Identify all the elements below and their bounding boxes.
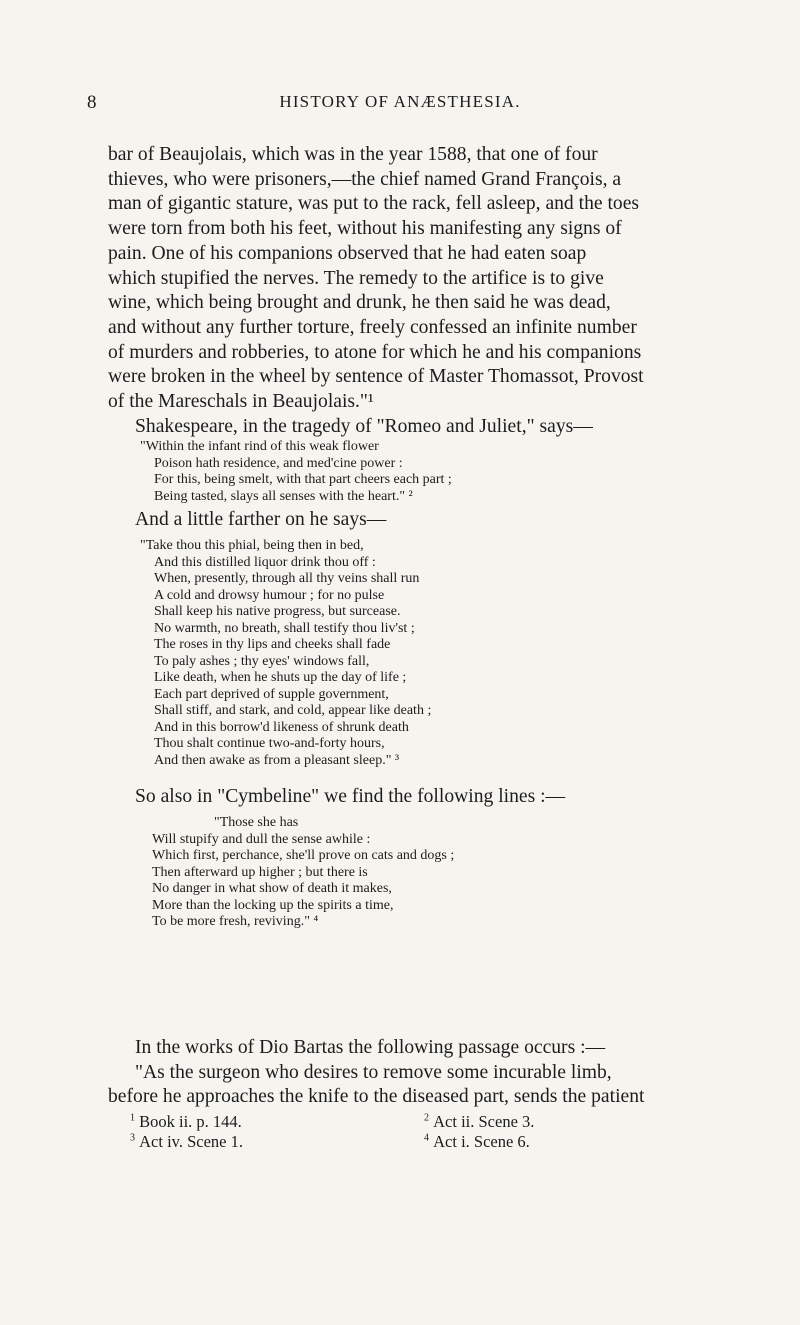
paragraph-thieves xyxy=(108,143,716,439)
verse-line: For this, being smelt, with that part cheers each part ; xyxy=(154,472,452,487)
text-line: man of gigantic stature, was put to the rack, fell asleep, and the toes xyxy=(108,193,640,215)
verse-line: Then afterward up higher ; but there is xyxy=(152,864,368,880)
verse-line: No warmth, no breath, shall testify thou liv'st ; xyxy=(154,620,415,636)
text-line: of the Mareschals in Beaujolais."¹ xyxy=(108,391,374,413)
verse-line: And this distilled liquor drink thou off : xyxy=(154,554,376,570)
text-line: pain. One of his companions observed that he had eaten soap xyxy=(108,242,587,264)
paragraph-dio-bartas xyxy=(108,1036,716,1110)
text-line: bar of Beaujolais, which was in the year 1588, that one of four xyxy=(108,144,598,165)
verse-line: To paly ashes ; thy eyes' windows fall, xyxy=(154,653,370,669)
verse-line: Which first, perchance, she'll prove on cats and dogs ; xyxy=(152,848,455,863)
text-line: before he approaches the knife to the diseased part, sends the patient xyxy=(108,1086,645,1108)
verse-line: No danger in what show of death it makes, xyxy=(152,881,392,896)
verse-romeo-2 xyxy=(140,538,700,769)
footnote-2: $^2$ Act ii. Scene 3. xyxy=(424,1112,535,1131)
verse-line: Each part deprived of supple government, xyxy=(154,686,389,702)
verse-line: "Those she has xyxy=(214,815,299,830)
footnote-3: $^3$ Act iv. Scene 1. xyxy=(130,1132,243,1151)
verse-line: "Within the infant rind of this weak flower xyxy=(140,439,379,454)
text-line: wine, which being brought and drunk, he then said he was dead, xyxy=(108,292,611,314)
text-line: In the works of Dio Bartas the following passage occurs :— xyxy=(135,1037,606,1058)
verse-romeo-1 xyxy=(140,439,700,505)
footnote-1: $^1$ Book ii. p. 144. xyxy=(130,1112,242,1131)
verse-line: Shall keep his native progress, but surcease. xyxy=(154,604,401,619)
verse-line: To be more fresh, reviving." ⁴ xyxy=(152,914,319,929)
page-header xyxy=(0,92,800,116)
verse-line: More than the locking up the spirits a time, xyxy=(152,897,394,913)
verse-line: Shall stiff, and stark, and cold, appear like death ; xyxy=(154,703,432,718)
text-line: "As the surgeon who desires to remove some incurable limb, xyxy=(135,1061,612,1083)
text-line: which stupified the nerves. The remedy to the artifice is to give xyxy=(108,267,604,289)
verse-line: Poison hath residence, and med'cine power : xyxy=(154,455,403,471)
verse-line: A cold and drowsy humour ; for no pulse xyxy=(154,587,385,603)
text-line: were torn from both his feet, without his manifesting any signs of xyxy=(108,218,622,240)
text-line: thieves, who were prisoners,—the chief named Grand François, a xyxy=(108,168,622,190)
verse-line: The roses in thy lips and cheeks shall fade xyxy=(154,637,391,652)
verse-line: When, presently, through all thy veins shall run xyxy=(154,571,420,586)
footnotes xyxy=(130,1112,690,1152)
verse-line: Will stupify and dull the sense awhile : xyxy=(152,831,371,847)
verse-line: "Take thou this phial, being then in bed, xyxy=(140,538,364,553)
verse-line: And then awake as from a pleasant sleep." ³ xyxy=(154,752,400,768)
text-line: of murders and robberies, to atone for which he and his companions xyxy=(108,341,642,363)
running-title: HISTORY OF ANÆSTHESIA. xyxy=(279,92,521,111)
paragraph-cymbeline: So also in "Cymbeline" we find the following lines :— xyxy=(135,786,566,807)
paragraph-farther: And a little farther on he says— xyxy=(135,509,387,530)
page-number: 8 xyxy=(87,92,97,113)
footnote-4: $^4$ Act i. Scene 6. xyxy=(424,1132,530,1151)
verse-line: Thou shalt continue two-and-forty hours, xyxy=(154,736,385,751)
verse-line: Being tasted, slays all senses with the heart." ² xyxy=(154,488,413,504)
verse-line: Like death, when he shuts up the day of life ; xyxy=(154,670,407,685)
verse-cymbeline xyxy=(152,815,712,931)
paragraph-shakespeare: Shakespeare, in the tragedy of "Romeo and Juliet," says— xyxy=(135,415,593,437)
text-line: were broken in the wheel by sentence of Master Thomassot, Provost xyxy=(108,366,644,388)
verse-line: And in this borrow'd likeness of shrunk death xyxy=(154,719,409,735)
text-line: and without any further torture, freely confessed an infinite number xyxy=(108,316,637,338)
